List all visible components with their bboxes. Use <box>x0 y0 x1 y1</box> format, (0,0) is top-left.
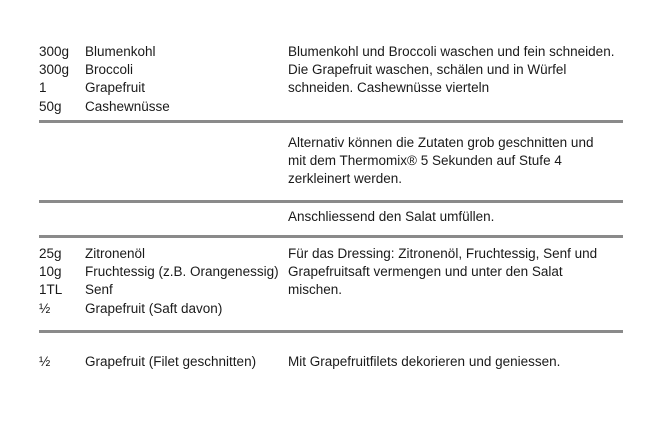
step-instruction: Für das Dressing: Zitronenöl, Fruchtessig, Senf und Grapefruitsaft vermengen und unter den Salat mischen. <box>288 246 598 298</box>
ingredient-name: Broccoli <box>85 62 134 78</box>
ingredient-quantity: 1 <box>39 80 47 96</box>
ingredient-list <box>39 208 288 235</box>
ingredient-quantity: 25g <box>39 246 62 261</box>
recipe-step <box>39 0 623 120</box>
ingredient-row <box>39 281 288 299</box>
step-instruction: Blumenkohl und Broccoli waschen und fein schneiden. Die Grapefruit waschen, schälen und in Würfel schneiden. Cashewnüsse vierteln <box>288 44 615 96</box>
ingredient-name: Cashewnüsse <box>85 98 170 114</box>
ingredient-row <box>39 300 288 318</box>
recipe-step <box>39 123 623 200</box>
ingredient-row <box>39 61 288 79</box>
ingredient-list <box>39 43 288 120</box>
ingredient-row <box>39 245 288 263</box>
ingredient-name: Grapefruit (Saft davon) <box>85 300 223 316</box>
step-instruction: Anschliessend den Salat umfüllen. <box>288 209 495 224</box>
recipe-steps-table <box>39 0 623 371</box>
ingredient-row <box>39 98 288 116</box>
ingredient-row <box>39 79 288 97</box>
ingredient-quantity: 1TL <box>39 282 63 298</box>
recipe-step <box>39 238 623 330</box>
ingredient-row <box>39 353 288 371</box>
ingredient-name: Zitronenöl <box>85 246 146 261</box>
ingredient-name: Blumenkohl <box>85 44 156 59</box>
ingredient-quantity: 10g <box>39 264 62 280</box>
ingredient-name: Grapefruit <box>85 80 146 96</box>
ingredient-list <box>39 353 288 371</box>
ingredient-quantity: 300g <box>39 62 70 78</box>
recipe-step <box>39 333 623 371</box>
ingredient-name: Fruchtessig (z.B. Orangenessig) <box>85 264 279 280</box>
ingredient-quantity: 50g <box>39 98 62 114</box>
ingredient-quantity: 300g <box>39 44 70 59</box>
ingredient-quantity: ½ <box>39 354 51 369</box>
ingredient-list <box>39 134 288 200</box>
ingredient-name: Senf <box>85 282 113 298</box>
ingredient-name: Grapefruit (Filet geschnitten) <box>85 354 257 369</box>
ingredient-quantity: ½ <box>39 300 51 316</box>
ingredient-row <box>39 43 288 61</box>
step-instruction: Mit Grapefruitfilets dekorieren und geniessen. <box>288 354 561 369</box>
step-instruction: Alternativ können die Zutaten grob geschnitten und mit dem Thermomix® 5 Sekunden auf Stufe 4 zerkleinert werden. <box>288 135 594 187</box>
ingredient-list <box>39 245 288 330</box>
ingredient-row <box>39 263 288 281</box>
recipe-step <box>39 203 623 235</box>
